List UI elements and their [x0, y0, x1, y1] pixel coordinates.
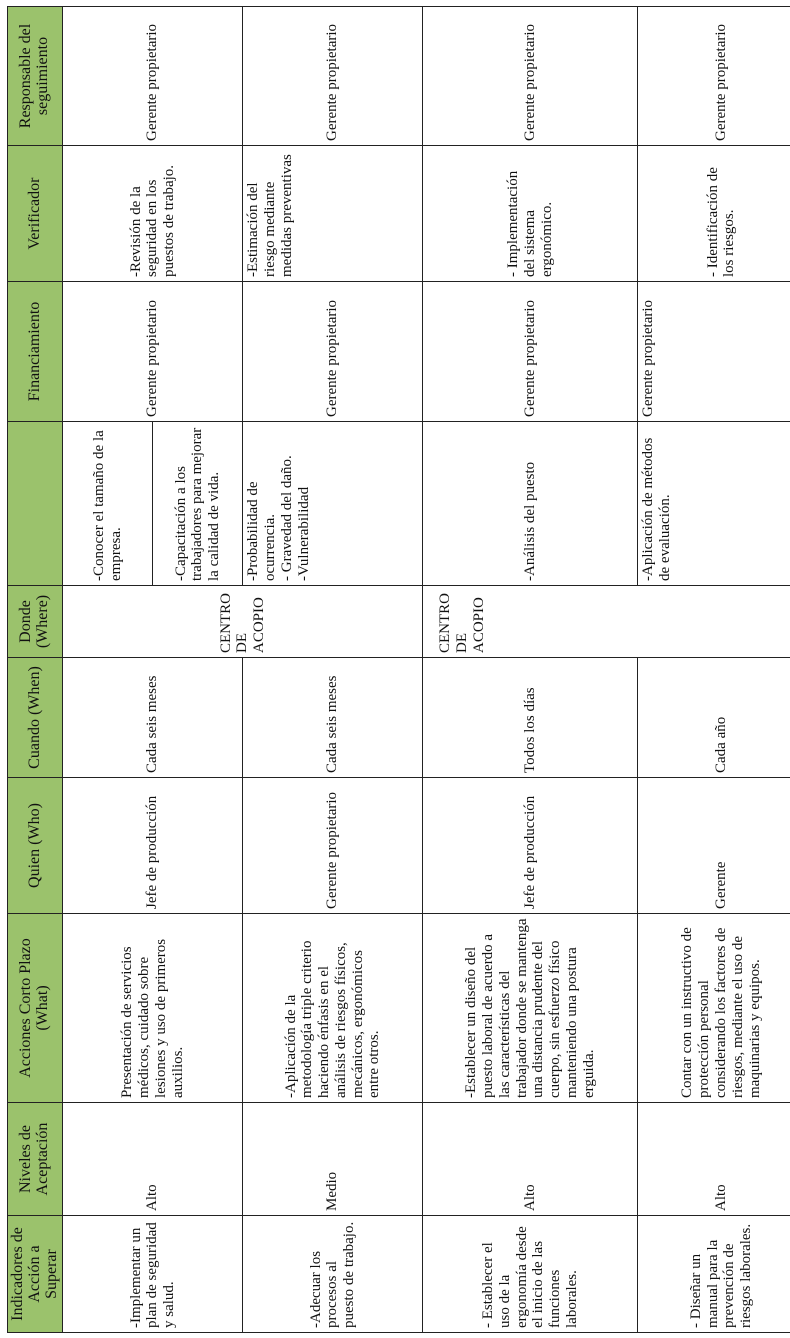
header-indicadores: Indicadores de Acción a Superar — [8, 1216, 63, 1333]
cell-verificador: - Identificación de los riesgos. — [638, 146, 790, 282]
header-donde: Donde (Where) — [8, 586, 63, 658]
cell-quien: Jefe de producción — [423, 778, 638, 914]
cell-como: -Análisis del puesto — [423, 422, 638, 586]
como-item: - Gravedad del daño. — [278, 455, 295, 581]
table-row — [243, 7, 423, 1333]
cell-accion: Contar con un instructivo de protección personal considerando los factores de riesgos, mediante el uso de maquinarias y equipos. — [638, 914, 790, 1103]
cell-como: -Aplicación de métodos de evaluación. — [638, 422, 790, 586]
header-niveles: Niveles de Aceptación — [8, 1103, 63, 1216]
header-verificador: Verificador — [8, 146, 63, 282]
cell-como — [63, 422, 243, 586]
cell-donde-upper: CENTRO DE ACOPIO — [63, 586, 423, 658]
cell-verificador: -Estimación del riesgo mediante medidas preventivas — [243, 146, 423, 282]
table-row — [63, 7, 243, 1333]
cell-nivel: Medio — [243, 1103, 423, 1216]
cell-responsable: Gerente propietario — [243, 7, 423, 146]
header-como — [8, 422, 63, 586]
cell-accion: -Aplicación de la metodología triple criterio haciendo énfasis en el análisis de riesgos físicos, mecánicos, ergonómicos entre otros. — [243, 914, 423, 1103]
header-financiamiento: Financiamiento — [8, 282, 63, 422]
cell-financiamiento: Gerente propietario — [638, 282, 790, 422]
cell-cuando: Cada año — [638, 658, 790, 778]
como-item: -Vulnerabilidad — [295, 486, 312, 581]
cell-nivel: Alto — [63, 1103, 243, 1216]
cell-responsable: Gerente propietario — [423, 7, 638, 146]
header-acciones: Acciones Corto Plazo (What) — [8, 914, 63, 1103]
como-item: -Conocer el tamaño de la empresa. — [91, 430, 124, 581]
cell-verificador: - Implementación del sistema ergonómico. — [423, 146, 638, 282]
cell-cuando: Todos los días — [423, 658, 638, 778]
cell-responsable: Gerente propietario — [63, 7, 243, 146]
action-plan-table — [7, 6, 790, 1333]
cell-como — [243, 422, 423, 586]
cell-quien: Jefe de producción — [63, 778, 243, 914]
cell-financiamiento: Gerente propietario — [63, 282, 243, 422]
header-responsable: Responsable del seguimiento — [8, 7, 63, 146]
cell-accion: -Establecer un diseño del puesto laboral de acuerdo a las características del trabajador donde se mantenga una distancia prudente del cuerpo, sin esfuerzo físico manteniendo una postura erguida. — [423, 914, 638, 1103]
header-cuando: Cuando (When) — [8, 658, 63, 778]
como-item: -Capacitación a los trabajadores para mejorar la calidad de vida. — [172, 427, 223, 581]
como-item: -Probabilidad de ocurrencia. — [245, 481, 279, 581]
cell-accion: Presentación de servicios médicos, cuidado sobre lesiones y uso de primeros auxilios. — [63, 914, 243, 1103]
header-quien: Quien (Who) — [8, 778, 63, 914]
table-row — [423, 7, 638, 1333]
cell-cuando: Cada seis meses — [243, 658, 423, 778]
cell-indicador: - Diseñar un manual para la prevención de riesgos laborales. — [638, 1216, 790, 1333]
cell-financiamiento: Gerente propietario — [423, 282, 638, 422]
cell-nivel: Alto — [423, 1103, 638, 1216]
table-row — [638, 7, 790, 1333]
cell-financiamiento: Gerente propietario — [243, 282, 423, 422]
header-row — [8, 7, 63, 1333]
cell-nivel: Alto — [638, 1103, 790, 1216]
cell-indicador: - Establecer el uso de la ergonomía desde el inicio de las funciones laborales. — [423, 1216, 638, 1333]
rotated-table-stage — [7, 7, 787, 1333]
cell-indicador: -Adecuar los procesos al puesto de trabajo. — [243, 1216, 423, 1333]
cell-quien: Gerente propietario — [243, 778, 423, 914]
cell-cuando: Cada seis meses — [63, 658, 243, 778]
cell-quien: Gerente — [638, 778, 790, 914]
cell-indicador: -Implementar un plan de seguridad y salud. — [63, 1216, 243, 1333]
cell-verificador: -Revisión de la seguridad en los puestos de trabajo. — [63, 146, 243, 282]
cell-donde-lower: CENTRO DE ACOPIO — [423, 586, 790, 658]
cell-responsable: Gerente propietario — [638, 7, 790, 146]
